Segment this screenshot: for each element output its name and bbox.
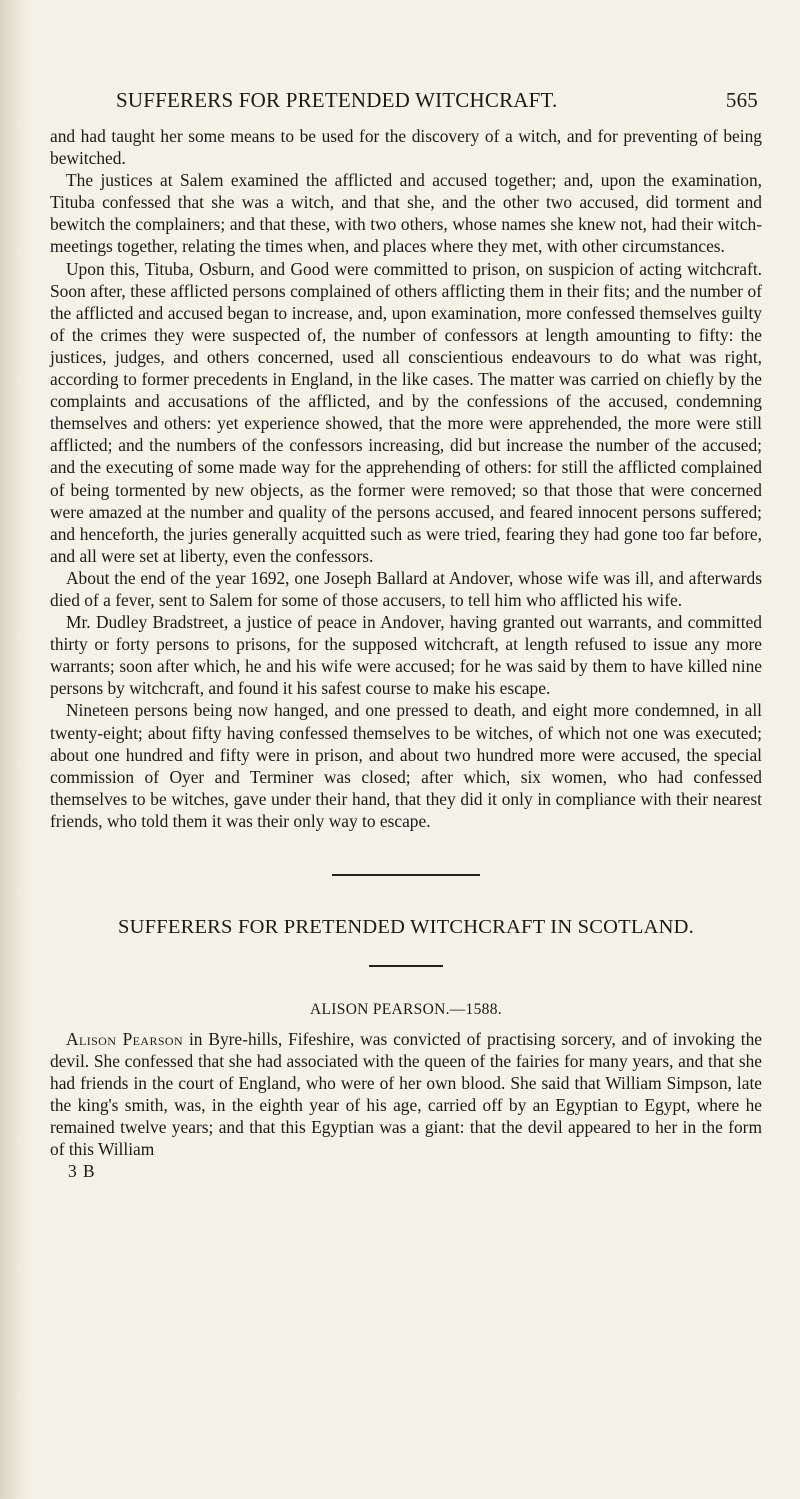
section-heading: SUFFERERS FOR PRETENDED WITCHCRAFT IN SCOTLAND. — [118, 916, 694, 938]
paragraph: Mr. Dudley Bradstreet, a justice of peace in Andover, having granted out warrants, and committed thirty or forty persons to prisons, for the supposed witchcraft, at length refused to issue any more warrants; soon after which, he and his wife were accused; for he was said by them to have killed nine persons by witchcraft, and found it his safest course to make his escape. — [50, 612, 762, 699]
body-text — [50, 125, 762, 832]
entry-heading: ALISON PEARSON.—1588. — [310, 1001, 502, 1018]
paragraph: About the end of the year 1692, one Joseph Ballard at Andover, whose wife was ill, and afterwards died of a fever, sent to Salem for some of those accusers, to tell him who afflicted his wife. — [50, 567, 762, 610]
paragraph: Upon this, Tituba, Osburn, and Good were committed to prison, on suspicion of acting witchcraft. Soon after, these afflicted persons complained of others afflicting them in their fits; and the number of the afflicted and accused began to increase, and, upon examination, more confessed themselves guilty of the crimes they were suspected of, the number of confessors at length amounting to fifty: the justices, judges, and others concerned, used all conscientious endeavours to do what was right, according to former precedents in England, in the like cases. The matter was carried on chiefly by the complaints and accusations of the afflicted, and by the confessions of the accused, condemning themselves and others: yet experience showed, that the more were apprehended, the more were still afflicted; and the numbers of the confessors increasing, did but increase the number of the accused; and the executing of some made way for the apprehending of others: for still the afflicted complained of being tormented by new objects, as the former were removed; so that those that were concerned were amazed at the number and quality of the persons accused, and feared innocent persons suffered; and henceforth, the juries generally acquitted such as were tried, fearing they had gone too far before, and all were set at liberty, even the confessors. — [50, 258, 762, 566]
binding-shadow — [0, 0, 34, 1499]
entry-text — [50, 1028, 762, 1161]
paragraph — [50, 1028, 762, 1161]
running-head — [50, 88, 762, 113]
book-page — [50, 88, 762, 1182]
paragraph: The justices at Salem examined the afflicted and accused together; and, upon the examination, Tituba confessed that she was a witch, and that she, and the other two accused, did torment and bewitch the complainers; and that these, with two others, whose names she knew not, had their witch-meetings together, relating the times when, and places where they met, with other circumstances. — [50, 170, 762, 257]
signature-mark: 3 B — [68, 1160, 96, 1181]
heading-divider — [369, 965, 443, 967]
entry-lead-name: Alison Pearson — [66, 1029, 184, 1049]
page-number: 565 — [725, 88, 758, 112]
running-title: SUFFERERS FOR PRETENDED WITCHCRAFT. — [116, 88, 558, 112]
paragraph: and had taught her some means to be used for the discovery of a witch, and for preventing of being bewitched. — [50, 126, 762, 169]
paragraph-text: in Byre-hills, Fifeshire, was convicted of practising sorcery, and of invoking the devil. She confessed that she had associated with the queen of the fairies for many years, and that she had friends in the court of England, who were of her own blood. She said that William Simpson, late the king's smith, was, in the eighth year of his age, carried off by an Egyptian to Egypt, where he remained twelve years; and that this Egyptian was a giant: that the devil appeared to her in the form of this William — [50, 1029, 762, 1160]
paragraph: Nineteen persons being now hanged, and one pressed to death, and eight more condemned, in all twenty-eight; about fifty having confessed themselves to be witches, of which not one was executed; about one hundred and fifty were in prison, and about two hundred more were accused, the special commission of Oyer and Terminer was closed; after which, six women, who had confessed themselves to be witches, gave under their hand, that they did it only in compliance with their nearest friends, who told them it was their only way to escape. — [50, 700, 762, 831]
section-divider — [332, 874, 480, 876]
